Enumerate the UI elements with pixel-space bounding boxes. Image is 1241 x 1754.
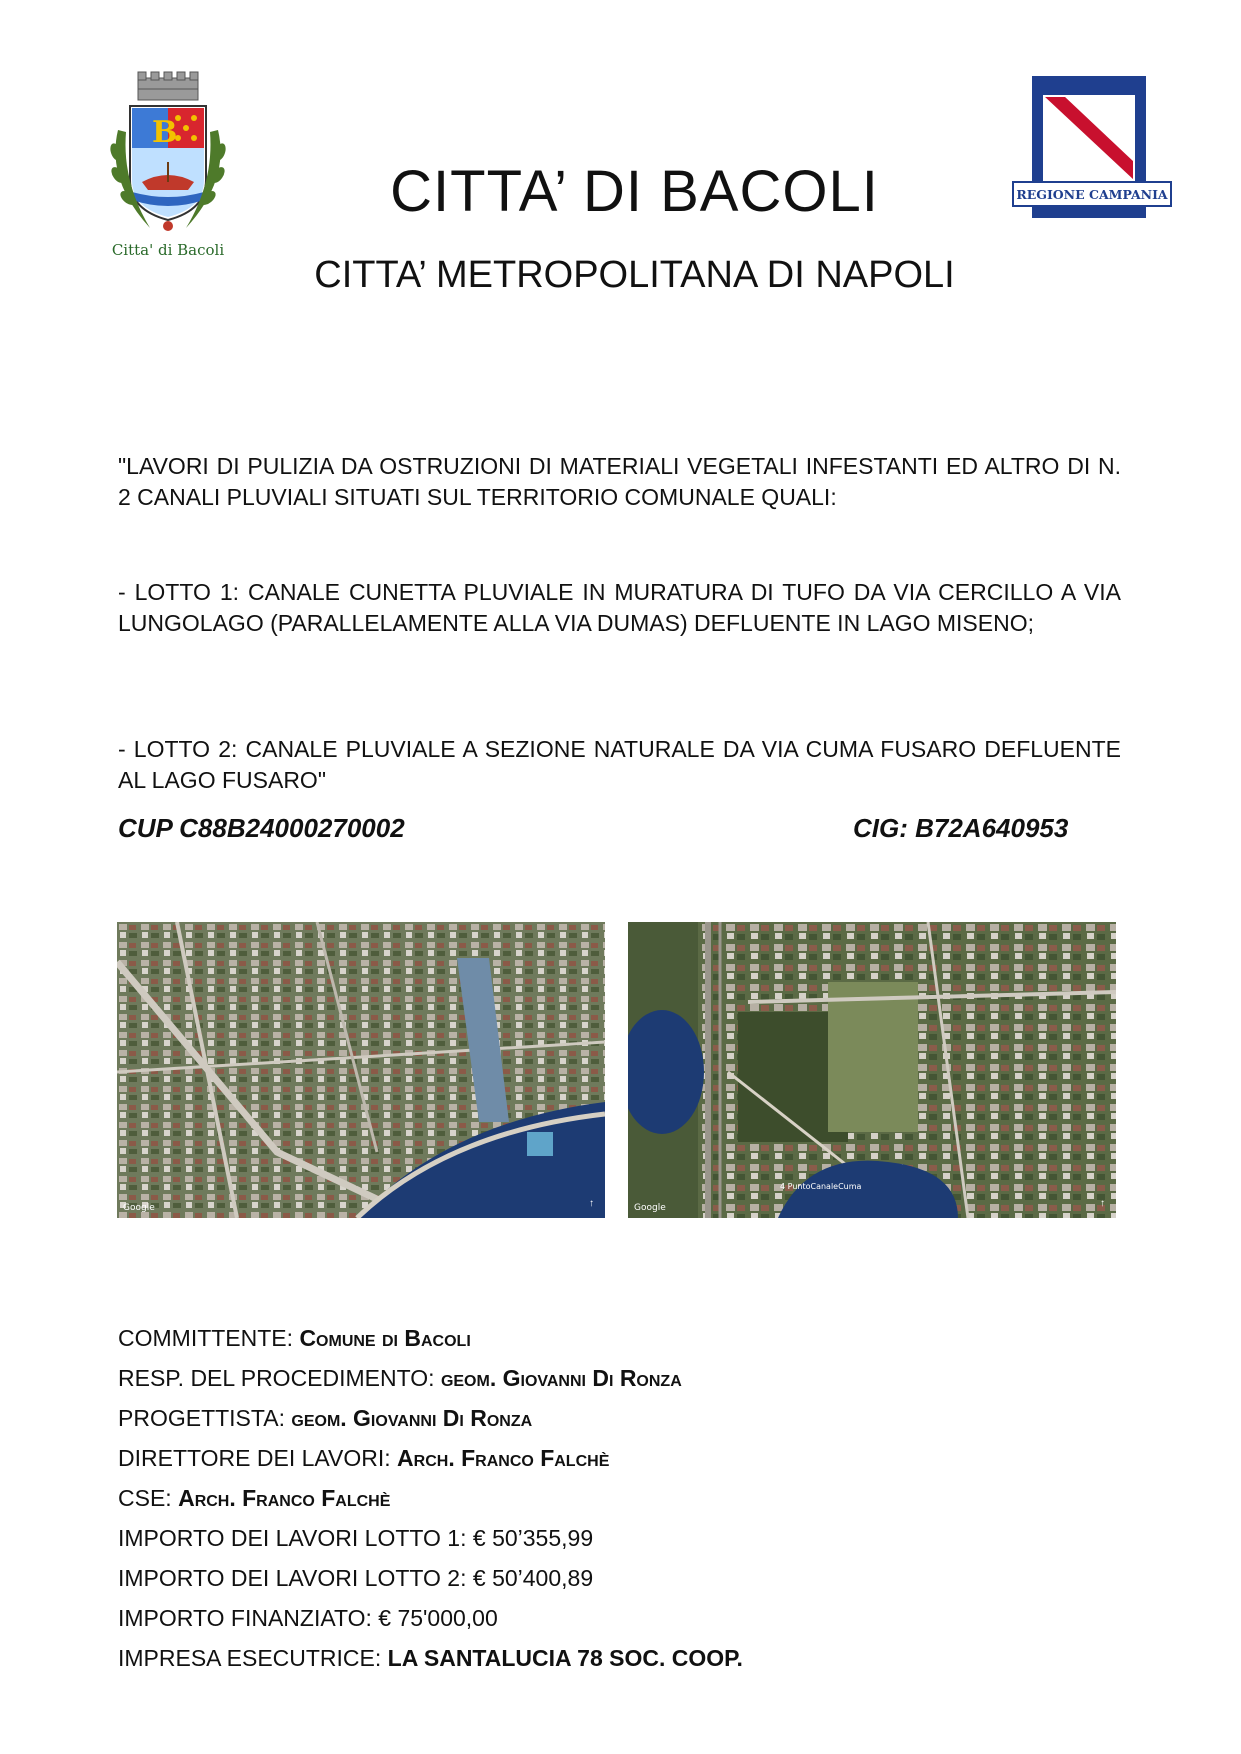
info-procedure-manager: RESP. DEL PROCEDIMENTO: geom. Giovanni Di Ronza <box>118 1365 682 1391</box>
info-works-director: DIRETTORE DEI LAVORI: Arch. Franco Falchè <box>118 1445 610 1471</box>
info-cse: CSE: Arch. Franco Falchè <box>118 1485 391 1511</box>
google-watermark: Google <box>634 1203 666 1213</box>
page-title: CITTA’ DI BACOLI <box>390 159 879 224</box>
lot-1-description: - LOTTO 1: CANALE CUNETTA PLUVIALE IN MURATURA DI TUFO DA VIA CERCILLO A VIA LUNGOLAGO (PARALLELAMENTE ALLA VIA DUMAS) DEFLUENTE IN LAGO MISENO; <box>118 579 1121 636</box>
north-arrow-icon: ↑ <box>1100 1198 1105 1209</box>
shield-letter: B <box>152 115 178 150</box>
campania-logo-caption: REGIONE CAMPANIA <box>1016 187 1168 202</box>
info-client: COMMITTENTE: Comune di Bacoli <box>118 1325 471 1351</box>
works-description: "LAVORI DI PULIZIA DA OSTRUZIONI DI MATERIALI VEGETALI INFESTANTI ED ALTRO DI N. 2 CANALI PLUVIALI SITUATI SUL TERRITORIO COMUNALE QUALI: <box>118 453 1121 510</box>
bacoli-logo-caption: Citta' di Bacoli <box>111 241 225 259</box>
satellite-map-lot-1 <box>117 922 605 1218</box>
info-amount-lot-1: IMPORTO DEI LAVORI LOTTO 1: € 50’355,99 <box>118 1525 594 1551</box>
cup-code: CUP C88B24000270002 <box>118 813 405 843</box>
google-watermark: Google <box>123 1203 155 1213</box>
info-funded-amount: IMPORTO FINANZIATO: € 75'000,00 <box>118 1605 498 1631</box>
info-amount-lot-2: IMPORTO DEI LAVORI LOTTO 2: € 50’400,89 <box>118 1565 594 1591</box>
north-arrow-icon: ↑ <box>589 1198 594 1209</box>
info-contractor: IMPRESA ESECUTRICE: LA SANTALUCIA 78 SOC. COOP. <box>118 1645 743 1671</box>
satellite-map-lot-2 <box>628 922 1116 1218</box>
info-designer: PROGETTISTA: geom. Giovanni Di Ronza <box>118 1405 533 1431</box>
map-pin-label: 4 PuntoCanaleCuma <box>780 1182 862 1191</box>
lot-2-description: - LOTTO 2: CANALE PLUVIALE A SEZIONE NATURALE DA VIA CUMA FUSARO DEFLUENTE AL LAGO FUSARO" <box>118 736 1121 793</box>
cig-code: CIG: B72A640953 <box>853 813 1069 843</box>
crown-icon <box>138 72 198 100</box>
page-subtitle: CITTA’ METROPOLITANA DI NAPOLI <box>314 254 955 296</box>
